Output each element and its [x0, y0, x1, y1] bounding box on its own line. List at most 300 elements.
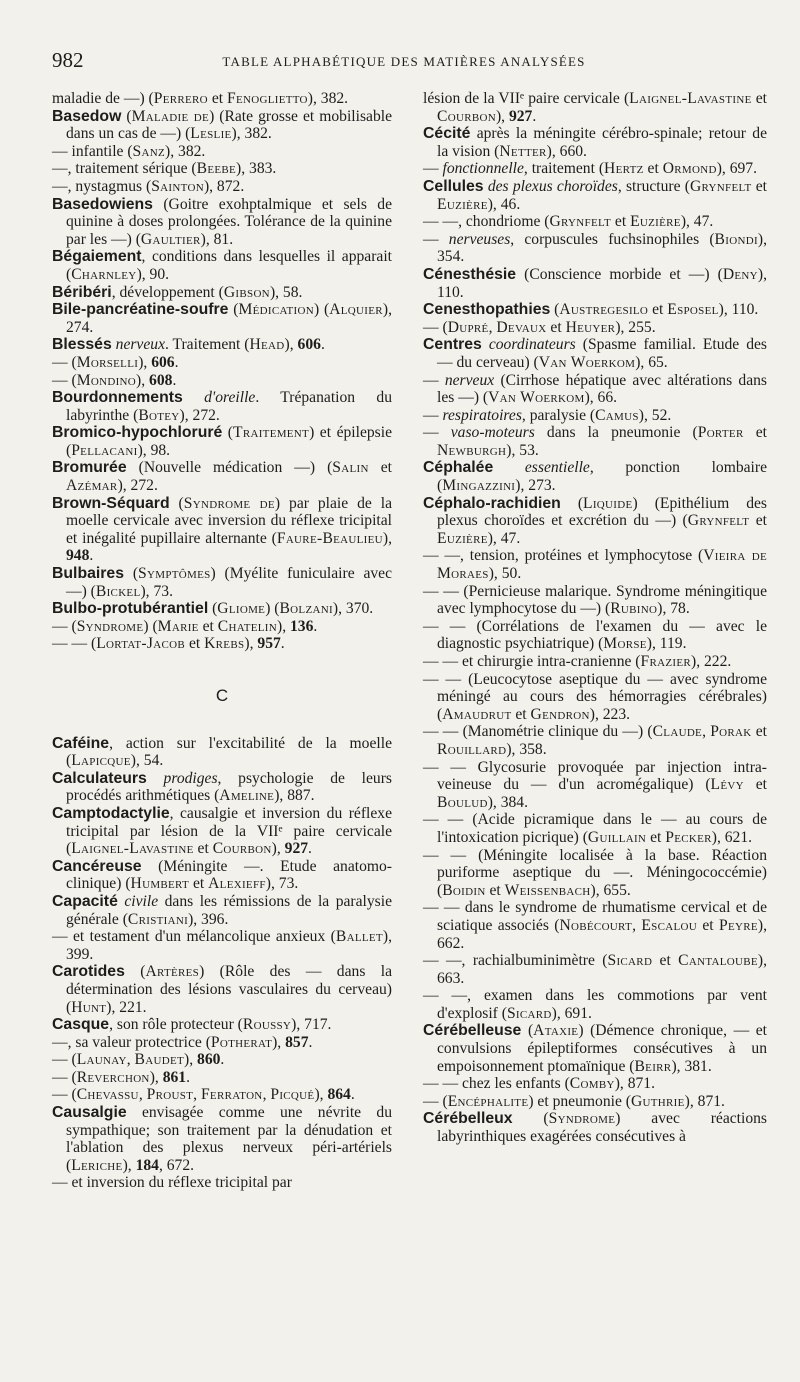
- entry-text: Maladie de: [131, 107, 210, 125]
- entry-text: —: [423, 160, 443, 178]
- entry-text: Gendron: [530, 705, 590, 723]
- entry-text: (: [521, 1022, 534, 1040]
- entry-text: ) et pneumonie (: [528, 1092, 631, 1110]
- index-entry: [52, 635, 392, 653]
- entry-text: ), 53.: [506, 441, 539, 459]
- entry-text: , psychologie de leurs procédés arithmétiques (: [66, 769, 392, 805]
- entry-text: Marie: [157, 617, 199, 635]
- entry-text: d'oreille: [204, 389, 256, 407]
- index-entry: [52, 389, 392, 424]
- entry-text: [183, 389, 204, 406]
- entry-text: Médication: [238, 301, 314, 319]
- entry-text: ), 354.: [437, 230, 767, 266]
- entry-text: ), 46.: [487, 195, 521, 213]
- entry-text: ),: [138, 353, 152, 371]
- index-entries-b: [52, 90, 392, 653]
- entry-text: Pecker: [665, 828, 712, 846]
- entry-text: 606: [297, 336, 321, 354]
- entry-text: Proust: [146, 1086, 194, 1104]
- entry-text: Frazier: [640, 653, 691, 670]
- index-entry: [423, 847, 767, 900]
- entry-text: ), 655.: [590, 881, 631, 899]
- entry-text: Roussy: [242, 1016, 292, 1034]
- entry-text: Cristiani: [127, 910, 189, 928]
- entry-text: (: [512, 1110, 549, 1128]
- right-column: [423, 90, 767, 1146]
- entry-text: ) (: [314, 301, 330, 319]
- entry-text: ,: [126, 1051, 135, 1069]
- entry-text: Beebe: [196, 160, 237, 178]
- entry-text: Sicard: [506, 1004, 552, 1022]
- entry-text: Symptômes: [138, 565, 211, 583]
- entry-text: (: [169, 494, 184, 512]
- entry-text: ) (Myélite funiculaire avec —) (: [66, 565, 393, 600]
- entry-text: ), 98.: [137, 441, 171, 459]
- entry-headword: Casque: [52, 1016, 110, 1034]
- entry-text: Gliome: [217, 600, 266, 618]
- index-entry: [423, 125, 767, 160]
- entry-text: ), 47.: [487, 529, 521, 547]
- index-entry: [52, 301, 392, 336]
- entry-text: — et inversion du réflexe tricipital par: [52, 1174, 292, 1192]
- entry-text: ),: [272, 1033, 286, 1051]
- index-entry: [423, 90, 767, 125]
- index-entry: [52, 735, 392, 770]
- entry-text: Van Woerkom: [538, 353, 636, 371]
- index-entry: [52, 600, 392, 618]
- entry-text: 957: [257, 635, 281, 653]
- index-entry: [423, 952, 767, 987]
- index-entry: [52, 424, 392, 459]
- entry-text: 860: [197, 1051, 221, 1069]
- entry-text: Esposel: [667, 301, 719, 319]
- entry-text: et: [652, 952, 679, 970]
- entry-text: fonctionnelle: [442, 160, 524, 178]
- index-entry: [423, 618, 767, 653]
- entry-text: Laignel-Lavastine: [71, 840, 194, 858]
- running-title: TABLE ALPHABÉTIQUE DES MATIÈRES ANALYSÉES: [222, 54, 586, 69]
- index-entry: [52, 1174, 392, 1192]
- index-entry: [52, 495, 392, 565]
- entry-text: —, traitement sérique (: [52, 160, 197, 178]
- entry-text: 927: [284, 840, 309, 858]
- index-entry: [423, 653, 767, 671]
- entry-text: Alexieff: [208, 875, 266, 893]
- entry-text: — — (Manométrie clinique du —) (: [423, 723, 653, 741]
- page-number: 982: [52, 48, 84, 72]
- entry-text: ), 110.: [718, 301, 759, 319]
- entry-text: .: [308, 840, 312, 858]
- entry-text: et: [193, 840, 213, 858]
- entry-text: ) par plaie de la moelle cervicale avec inversion du réflexe tricipital et inégalité pupillaire alternante (: [66, 494, 392, 547]
- entry-text: — infantile (: [52, 142, 133, 160]
- entry-text: Launay: [76, 1051, 127, 1069]
- entry-text: Cantaloube: [678, 952, 758, 970]
- entry-text: Pellacani: [71, 441, 138, 459]
- index-entry: [52, 928, 392, 963]
- index-entry: [423, 213, 767, 231]
- entry-text: ),: [314, 1086, 328, 1104]
- entry-headword: Cérébelleuse: [423, 1022, 522, 1040]
- entry-text: Sanz: [132, 142, 166, 160]
- index-entry: [52, 618, 392, 636]
- entry-text: ), 66.: [584, 389, 618, 407]
- entry-text: et: [749, 512, 767, 530]
- entry-text: Leriche: [71, 1156, 123, 1174]
- index-entry: [423, 1075, 767, 1093]
- entry-text: Mingazzini: [442, 477, 516, 495]
- entry-text: Euzière: [437, 195, 488, 213]
- entry-text: nerveux: [444, 371, 495, 389]
- section-letter-c: C: [215, 686, 229, 705]
- entry-text: ), 871.: [684, 1092, 725, 1110]
- index-entry: [52, 196, 392, 249]
- entry-text: Bolzani: [279, 600, 333, 618]
- entry-text: .: [89, 547, 94, 565]
- entry-text: —: [423, 371, 445, 389]
- entry-text: Lortat-Jacob: [96, 635, 186, 653]
- entry-text: . Traitement (: [165, 336, 250, 354]
- index-entry: [423, 759, 767, 812]
- entry-text: Alquier: [329, 301, 383, 319]
- entry-text: .: [280, 635, 285, 653]
- entry-text: Syndrome: [76, 617, 144, 635]
- entry-text: ), 54.: [130, 752, 164, 770]
- entry-text: , 672.: [158, 1156, 195, 1174]
- entry-text: Syndrome: [548, 1110, 616, 1128]
- index-entry: [423, 671, 767, 724]
- entry-text: ), 396.: [188, 910, 229, 928]
- entry-text: — (: [52, 371, 77, 389]
- entry-headword: Basedowiens: [52, 195, 153, 213]
- entry-text: (Goitre exohptalmique et sels de quinine à doses prolongées. Tolérance de la quinine par les —) (: [66, 195, 392, 248]
- index-entry: [52, 858, 392, 893]
- entry-text: Rubino: [610, 600, 658, 618]
- entry-text: ), 78.: [657, 600, 690, 618]
- entry-headword: Bromico-hypochloruré: [52, 424, 223, 442]
- entry-text: Nobécourt: [559, 916, 633, 934]
- entry-text: et: [751, 90, 768, 107]
- entry-headword: Causalgie: [52, 1104, 127, 1122]
- entry-text: , ponction lombaire (: [437, 459, 767, 495]
- entry-text: .: [532, 107, 537, 125]
- entry-text: Heuyer: [565, 318, 616, 336]
- entry-text: ),: [382, 529, 392, 547]
- entry-text: ), 382.: [231, 125, 272, 143]
- entry-text: Newburgh: [437, 441, 507, 459]
- entry-text: Amaudrut: [442, 705, 512, 723]
- entry-text: — (: [52, 1086, 77, 1104]
- entry-headword: Bégaiement: [52, 248, 142, 266]
- entry-text: Liquide: [583, 494, 633, 512]
- entry-text: et: [696, 916, 719, 934]
- entry-text: 861: [162, 1068, 187, 1086]
- entry-text: Baudet: [134, 1051, 185, 1069]
- entry-text: ), 47.: [680, 213, 714, 231]
- entry-text: [482, 336, 489, 353]
- entry-text: Porak: [710, 723, 752, 741]
- entry-headword: Capacité: [52, 892, 118, 910]
- index-entry: [423, 1110, 767, 1145]
- entry-text: et: [646, 828, 666, 846]
- entry-headword: Carotides: [52, 963, 125, 981]
- entry-headword: Cenesthopathies: [423, 301, 551, 319]
- entry-text: ) (Rôle des — dans la détermination des lésions vasculaires du cerveau) (: [66, 963, 393, 1016]
- entry-text: .: [172, 371, 177, 389]
- entry-text: 608: [149, 371, 173, 389]
- entry-text: .: [186, 1068, 190, 1086]
- entry-text: Netter: [499, 142, 547, 160]
- entry-text: après la méningite cérébro-spinale; retour de la vision (: [437, 125, 767, 160]
- entry-text: et: [611, 213, 631, 231]
- entry-text: ), 65.: [635, 353, 668, 371]
- entry-text: Boidin: [442, 881, 486, 899]
- entry-text: ,: [193, 1086, 201, 1104]
- entry-text: Camus: [595, 406, 639, 424]
- index-entry: [52, 1069, 392, 1087]
- entry-text: , son rôle protecteur (: [109, 1016, 243, 1034]
- entry-text: ), 872.: [203, 177, 245, 195]
- entry-text: — —, examen dans les commotions par vent d'explosif (: [423, 987, 767, 1022]
- entry-text: .: [308, 1033, 313, 1051]
- entry-text: .: [320, 336, 325, 354]
- entry-text: —: [423, 406, 443, 424]
- entry-text: ), 274.: [66, 301, 392, 336]
- entry-text: ), 273.: [515, 477, 556, 495]
- entry-headword: Brown-Séquard: [52, 494, 170, 512]
- entry-text: Grynfelt: [549, 213, 612, 231]
- entry-headword: Cénesthésie: [423, 265, 517, 283]
- entry-text: Head: [249, 336, 285, 354]
- entry-text: 927: [508, 107, 533, 125]
- entry-text: Azémar: [66, 477, 118, 495]
- entry-text: — (: [52, 353, 77, 371]
- entry-text: ,: [138, 1086, 147, 1104]
- index-entry: [423, 1022, 767, 1075]
- entry-text: vaso-moteurs: [450, 424, 535, 442]
- entry-text: nerveuses: [448, 230, 511, 248]
- entry-text: Courbon: [437, 107, 496, 125]
- index-entry: [423, 319, 767, 337]
- entry-text: et: [511, 705, 531, 723]
- entry-text: Deny: [722, 265, 758, 283]
- entry-text: [493, 459, 525, 476]
- entry-text: et: [751, 723, 768, 741]
- entry-text: envisagée comme une névrite du sympathique; son traitement par la dénudation et l'ablation des plexus nerveux péri-artériels (: [66, 1104, 392, 1174]
- entry-text: , paralysie (: [521, 406, 596, 424]
- entry-text: et: [743, 424, 767, 442]
- entry-text: ) (: [265, 600, 280, 618]
- entry-headword: Bourdonnements: [52, 389, 183, 407]
- entry-text: Weissenbach: [504, 881, 591, 899]
- entry-text: ), 255.: [615, 318, 656, 336]
- entry-text: Perrero: [153, 90, 208, 107]
- entry-text: et: [189, 875, 209, 893]
- entry-text: Beirr: [634, 1057, 672, 1075]
- entry-text: — (: [52, 617, 77, 635]
- entry-text: (Cirrhose hépatique avec altérations dans les —) (: [437, 371, 767, 407]
- entry-text: — (: [423, 1092, 448, 1110]
- index-entry: [52, 1051, 392, 1069]
- entry-text: Faure-Beaulieu: [276, 529, 383, 547]
- entry-text: Morse: [603, 635, 647, 653]
- index-entry: [52, 178, 392, 196]
- entry-text: ), 81.: [200, 230, 234, 248]
- entry-text: maladie de —) (: [52, 90, 154, 107]
- index-entry: [52, 1016, 392, 1034]
- entry-text: Comby: [569, 1075, 615, 1093]
- entry-text: ), 399.: [66, 928, 392, 963]
- index-entry: [423, 495, 767, 548]
- entry-text: Botey: [138, 406, 180, 424]
- entry-text: (Spasme familial. Etude des — du cerveau) (: [437, 336, 767, 371]
- index-entry: [423, 266, 767, 301]
- entry-headword: Caféine: [52, 734, 110, 752]
- entry-text: Vieira de Moraes: [437, 547, 767, 583]
- entry-text: ), 58.: [269, 283, 303, 301]
- entry-text: Fenoglietto: [226, 90, 308, 107]
- entry-text: 136: [290, 617, 314, 635]
- entry-headword: Cérébelleux: [423, 1110, 513, 1128]
- entry-text: Ballet: [335, 928, 383, 946]
- entry-text: (: [121, 107, 132, 125]
- entry-text: civile: [124, 892, 159, 910]
- entry-text: ), 272.: [179, 406, 220, 424]
- entry-text: ) avec réactions labyrinthiques exagérées consécutives à: [437, 1110, 767, 1146]
- entry-text: — — et chirurgie intra-cranienne (: [423, 653, 641, 670]
- entry-text: ) (Epithélium des plexus choroïdes et excrétion du —) (: [437, 494, 768, 530]
- index-entry: [423, 160, 767, 178]
- entry-text: — — (Corrélations de l'examen du — avec le diagnostic psychiatrique) (: [423, 617, 767, 653]
- entry-text: ) (: [143, 617, 158, 635]
- entry-text: ),: [284, 336, 298, 354]
- entry-text: — et testament d'un mélancolique anxieux (: [52, 928, 336, 946]
- entry-text: — — dans le syndrome de rhumatisme cervical et de sciatique associés (: [423, 899, 767, 934]
- entry-text: Claude: [652, 723, 703, 741]
- entry-text: — — (Leucocytose aseptique du — avec syndrome méningé au cours des hémorragies cérébrales) (: [423, 670, 767, 723]
- entry-text: ),: [149, 1068, 163, 1086]
- entry-text: — —, chondriome (: [423, 213, 550, 231]
- index-entry: [423, 987, 767, 1022]
- entry-headword: Béribéri: [52, 283, 112, 301]
- entry-text: . Trépanation du labyrinthe (: [66, 389, 392, 424]
- entry-text: ), 73.: [265, 875, 299, 893]
- index-entry: [52, 1086, 392, 1104]
- index-entry: [52, 1104, 392, 1174]
- entry-text: Gaultier: [140, 230, 201, 248]
- index-entries-c-continued: [423, 90, 767, 1146]
- index-entry: [52, 459, 392, 494]
- index-entry: [423, 231, 767, 266]
- entry-text: , conditions dans lesquelles il apparait (: [66, 248, 392, 283]
- entry-headword: Céphalée: [423, 459, 494, 477]
- entry-text: essentielle: [524, 459, 590, 477]
- entry-text: Hertz: [604, 160, 644, 178]
- entry-text: ,: [702, 723, 711, 741]
- entry-text: — — (: [52, 635, 97, 653]
- entry-text: prodiges: [163, 769, 218, 787]
- entry-text: (: [560, 494, 584, 512]
- index-entry: [52, 143, 392, 161]
- entry-text: — —, rachialbuminimètre (: [423, 952, 608, 970]
- entry-text: Bickel: [95, 582, 141, 600]
- entry-text: ), 382.: [165, 142, 206, 160]
- entry-text: ), 50.: [488, 565, 522, 583]
- entry-text: (: [124, 963, 146, 981]
- entry-text: — — (Acide picramique dans le — au cours de l'intoxication picrique) (: [423, 811, 767, 846]
- entry-text: — — chez les enfants (: [423, 1075, 570, 1093]
- entry-text: ), 272.: [117, 477, 158, 495]
- entry-text: dans la pneumonie (: [534, 424, 698, 442]
- entry-text: ), 697.: [716, 160, 757, 178]
- entry-text: Krebs: [204, 635, 245, 653]
- entry-text: , structure (: [617, 177, 690, 195]
- entry-text: Grynfelt: [689, 177, 752, 195]
- entry-text: Charnley: [71, 265, 137, 283]
- entry-text: — — (Méningite localisée à la base. Réaction puriforme aseptique du —. Méningococcémie) (: [423, 846, 767, 899]
- entry-text: ), 110.: [437, 265, 767, 301]
- entry-text: ),: [277, 617, 290, 635]
- index-entry: [423, 811, 767, 846]
- entry-text: .: [174, 353, 179, 371]
- entry-text: ),: [122, 1156, 136, 1174]
- entry-text: 864: [327, 1086, 351, 1104]
- entry-text: et: [207, 90, 227, 107]
- entry-text: Courbon: [212, 840, 272, 858]
- entry-text: et: [643, 160, 663, 178]
- index-entry: [52, 565, 392, 600]
- entry-text: —: [423, 424, 451, 442]
- entry-text: (: [550, 301, 560, 319]
- entry-text: ), 90.: [136, 265, 170, 283]
- entry-text: Artères: [145, 963, 200, 981]
- entry-text: nerveux: [115, 336, 165, 354]
- entry-text: Ferraton: [200, 1086, 263, 1104]
- entry-text: Chevassu: [76, 1086, 139, 1104]
- entry-text: ),: [244, 635, 258, 653]
- entry-text: ), 370.: [332, 600, 374, 618]
- entry-text: Potherat: [210, 1033, 273, 1051]
- entry-text: et: [751, 177, 768, 195]
- entry-text: Biondi: [714, 230, 758, 248]
- entry-text: ),: [136, 371, 150, 389]
- entry-text: Chatelin: [217, 617, 277, 635]
- entry-text: ), 662.: [437, 916, 767, 952]
- entry-text: Ameline: [219, 787, 275, 805]
- entry-text: Euzière: [437, 529, 488, 547]
- entry-text: Traitement: [233, 424, 310, 442]
- entry-headword: Basedow: [52, 107, 122, 125]
- entry-text: — — Glycosurie provoquée par injection intra-veineuse du — d'un acromégalique) (: [423, 758, 767, 794]
- entry-text: ,: [632, 916, 642, 934]
- entry-text: ) (Rate grosse et mobilisable dans un cas de —) (: [66, 107, 392, 143]
- entry-text: —, nystagmus (: [52, 177, 152, 195]
- entry-text: ),: [184, 1051, 198, 1069]
- index-entry: [52, 248, 392, 283]
- entry-text: et: [743, 776, 767, 794]
- index-entry: [52, 893, 392, 928]
- entry-text: Guillain: [587, 828, 647, 846]
- entry-text: Hunt: [71, 998, 107, 1016]
- entry-text: .: [220, 1051, 225, 1069]
- entry-text: et: [648, 301, 668, 319]
- entry-text: coordinateurs: [488, 336, 576, 354]
- index-entry: [52, 770, 392, 805]
- entry-text: et: [198, 617, 218, 635]
- entry-text: Grynfelt: [687, 512, 750, 530]
- index-entry: [423, 178, 767, 213]
- entry-headword: Blessés: [52, 336, 112, 354]
